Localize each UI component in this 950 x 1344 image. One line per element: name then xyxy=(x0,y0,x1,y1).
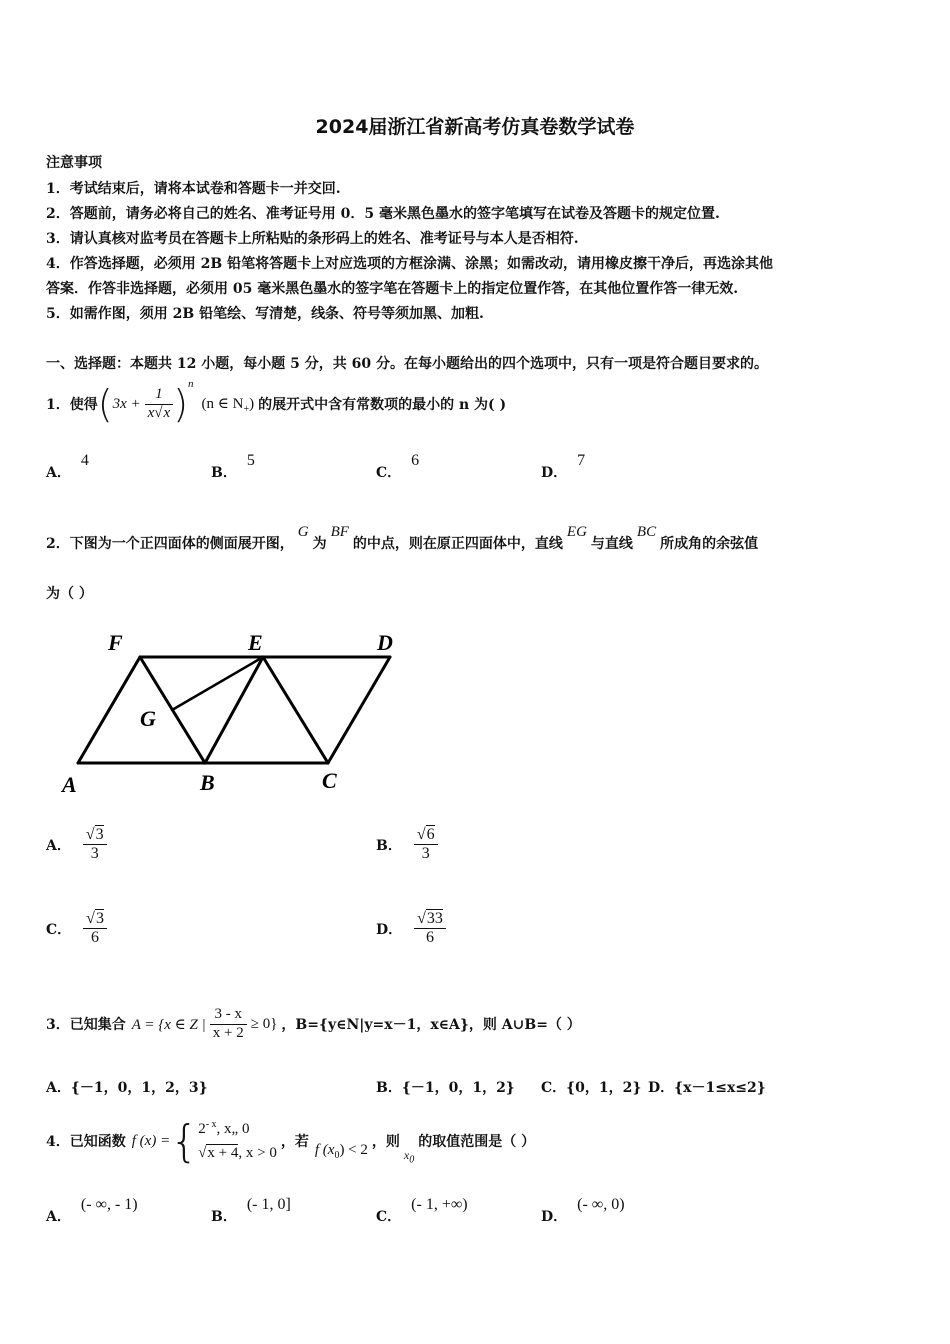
left-paren: ( xyxy=(97,382,113,426)
option-label: C． xyxy=(376,465,402,481)
sqrt-value: 33 xyxy=(426,910,443,927)
option-value: 4 xyxy=(80,452,89,469)
question-2 xyxy=(46,524,759,553)
option-label: D． xyxy=(376,921,403,938)
q2-option-b xyxy=(376,826,438,864)
option-fraction xyxy=(414,910,446,948)
q2-option-a xyxy=(46,826,107,864)
option-label: D． xyxy=(541,1209,568,1225)
option-label: C． xyxy=(46,921,72,938)
q3-option-d xyxy=(648,1077,766,1097)
sqrt-value: 3 xyxy=(95,826,104,843)
q4-case-1 xyxy=(198,1117,277,1141)
q4-option-a xyxy=(46,1196,138,1226)
option-value: 7 xyxy=(577,452,586,469)
note-item: 2．答题前，请务必将自己的姓名、准考证号用 0．5 毫米黑色墨水的签字笔填写在试卷及答题卡的规定位置. xyxy=(46,206,720,222)
q4-case2-rest: , x > 0 xyxy=(238,1145,277,1161)
q3-set-a-right: ≥ 0} xyxy=(250,1015,278,1032)
q4-option-d xyxy=(541,1196,625,1226)
option-fraction xyxy=(83,826,107,864)
piecewise-brace: { xyxy=(170,1115,199,1167)
option-fraction xyxy=(83,910,107,948)
q1-option-c xyxy=(376,452,420,482)
label-g: G xyxy=(140,706,156,731)
option-value: 5 xyxy=(246,452,255,469)
q3-rest: ，B={y∈N|y=x－1，x∈A}，则 A∪B=（ ） xyxy=(281,1017,581,1033)
option-label: D． xyxy=(541,465,568,481)
q4-suffix: 的取值范围是（ ） xyxy=(418,1134,536,1150)
q3-option-a xyxy=(46,1077,208,1097)
notes-heading: 注意事项 xyxy=(46,155,102,171)
option-label: C． xyxy=(541,1080,567,1096)
option-label: B． xyxy=(376,837,402,854)
right-paren: ) xyxy=(173,382,189,426)
q4-mid: ，若 xyxy=(280,1134,309,1150)
q4-case-2: √x + 4, x > 0 xyxy=(198,1145,277,1161)
q4-cases xyxy=(198,1117,277,1165)
q4-then: ，则 xyxy=(371,1134,400,1150)
note-item: 5．如需作图，须用 2B 铅笔绘、写清楚，线条、符号等须加黑、加粗. xyxy=(46,306,484,322)
option-value: {－1，0，1，2} xyxy=(401,1080,515,1096)
option-label: C． xyxy=(376,1209,402,1225)
q2-line-bc: BC xyxy=(636,524,657,540)
q4-x0-base: x xyxy=(403,1148,410,1163)
q1-fraction xyxy=(145,386,174,422)
page-title: 2024届浙江省新高考仿真卷数学试卷 xyxy=(315,116,635,138)
section-heading: 一、选择题：本题共 12 小题，每小题 5 分，共 60 分。在每小题给出的四个选项中，只有一项是符合题目要求的。 xyxy=(46,356,768,372)
q4-option-c xyxy=(376,1196,468,1226)
sqrt-value: 3 xyxy=(95,910,104,927)
q2-option-d xyxy=(376,910,446,948)
q4-case1-sup: - x xyxy=(205,1119,217,1130)
q4-cond-rest: ) < 2 xyxy=(339,1141,368,1158)
option-value: (- 1, +∞) xyxy=(411,1196,468,1213)
q1-prefix: 1．使得 xyxy=(46,397,98,413)
q3-fraction xyxy=(210,1006,247,1042)
option-value: {－1，0，1，2，3} xyxy=(70,1080,208,1096)
q3-frac-num: 3 - x xyxy=(210,1006,247,1024)
q1-cond-sub: + xyxy=(243,403,250,415)
q2-text: 与直线 xyxy=(590,536,633,552)
q3-option-b xyxy=(376,1077,515,1097)
frac-num: √3 xyxy=(83,910,107,929)
label-e: E xyxy=(248,630,263,655)
q2-line-eg: EG xyxy=(566,524,587,540)
q1-option-b xyxy=(211,452,255,482)
q4-case2-sqrt: x + 4 xyxy=(207,1145,239,1161)
q1-den-sqrt: x xyxy=(163,404,171,421)
q1-term: 3x + xyxy=(112,395,141,412)
q4-case1-base: 2 xyxy=(198,1121,206,1137)
q2-text-cont: 为（ ） xyxy=(46,586,93,602)
q1-cond-text: (n ∈ N xyxy=(201,395,244,412)
q3-frac-den: x + 2 xyxy=(212,1024,244,1041)
q4-case1-rest: , x„ 0 xyxy=(216,1121,250,1137)
sqrt-value: 6 xyxy=(426,826,435,843)
q1-frac-den: x√x xyxy=(147,404,171,421)
q2-text: 所成角的余弦值 xyxy=(660,536,759,552)
note-item: 4．作答选择题，必须用 2B 铅笔将答题卡上对应选项的方框涂满、涂黑；如需改动，请用橡皮擦干净后，再选涂其他 xyxy=(46,256,774,272)
frac-den: 3 xyxy=(421,845,430,863)
q2-text: 的中点，则在原正四面体中，直线 xyxy=(352,536,563,552)
option-label: A． xyxy=(46,837,71,854)
option-label: B． xyxy=(211,1209,237,1225)
q2-text: 2．下图为一个正四面体的侧面展开图， xyxy=(46,536,294,552)
option-label: D． xyxy=(648,1080,675,1096)
q4-prefix: 4．已知函数 xyxy=(46,1134,126,1150)
q4-condition xyxy=(315,1142,368,1161)
option-value: (- 1, 0] xyxy=(246,1196,291,1213)
label-f: F xyxy=(108,630,123,655)
q2-option-c xyxy=(46,910,107,948)
q3-set-a-left: A = {x ∈ Z | xyxy=(131,1016,206,1033)
option-value: 6 xyxy=(411,452,420,469)
option-value: (- ∞, 0) xyxy=(577,1196,625,1213)
q1-cond-close: ) xyxy=(249,395,255,412)
q2-point-g: G xyxy=(297,524,309,540)
frac-den: 6 xyxy=(91,929,100,947)
note-item: 答案．作答非选择题，必须用 05 毫米黑色墨水的签字笔在答题卡上的指定位置作答，在其他位置作答一律无效. xyxy=(46,281,739,297)
frac-num: √6 xyxy=(414,826,438,845)
frac-num: √33 xyxy=(414,910,446,929)
option-value: (- ∞, - 1) xyxy=(80,1196,138,1213)
q2-text: 为 xyxy=(312,536,327,552)
q2-segment-bf: BF xyxy=(330,524,349,540)
q4-cond: f (x xyxy=(314,1141,335,1158)
question-1 xyxy=(46,378,506,430)
frac-num: √3 xyxy=(83,826,107,845)
q1-option-a xyxy=(46,452,89,482)
q1-option-d xyxy=(541,452,586,482)
tetrahedron-net-figure xyxy=(50,620,420,805)
frac-den: 3 xyxy=(90,845,99,863)
question-4 xyxy=(46,1110,535,1172)
q3-prefix: 3．已知集合 xyxy=(46,1017,126,1033)
label-c: C xyxy=(322,768,337,793)
q4-cond-sub: 0 xyxy=(334,1149,340,1161)
option-label: B． xyxy=(376,1080,402,1096)
q4-f-lhs: f (x) = xyxy=(131,1132,171,1149)
q1-power: n xyxy=(188,378,194,390)
question-3 xyxy=(46,1000,581,1048)
q1-den-x: x xyxy=(147,404,155,421)
option-label: B． xyxy=(211,465,237,481)
q1-suffix: 的展开式中含有常数项的最小的 n 为( ) xyxy=(258,397,507,413)
option-value: {x－1≤x≤2} xyxy=(674,1080,766,1096)
q4-option-b xyxy=(211,1196,291,1226)
q4-x0 xyxy=(404,1148,414,1165)
option-label: A． xyxy=(46,1080,71,1096)
frac-den: 6 xyxy=(426,929,435,947)
q1-condition xyxy=(202,394,255,415)
edge-cd xyxy=(328,657,390,763)
q4-x0-sub: 0 xyxy=(409,1154,415,1166)
option-label: A． xyxy=(46,465,71,481)
label-a: A xyxy=(62,772,77,797)
edge-ec xyxy=(263,657,328,763)
label-d: D xyxy=(377,630,393,655)
q3-option-c xyxy=(541,1077,641,1097)
note-item: 1．考试结束后，请将本试卷和答题卡一并交回. xyxy=(46,181,341,197)
edge-af xyxy=(78,657,140,763)
option-label: A． xyxy=(46,1209,71,1225)
q1-frac-num: 1 xyxy=(145,386,174,404)
option-fraction xyxy=(414,826,438,864)
note-item: 3．请认真核对监考员在答题卡上所粘贴的条形码上的姓名、准考证号与本人是否相符. xyxy=(46,231,579,247)
label-b: B xyxy=(200,770,215,795)
option-value: {0，1，2} xyxy=(566,1080,642,1096)
